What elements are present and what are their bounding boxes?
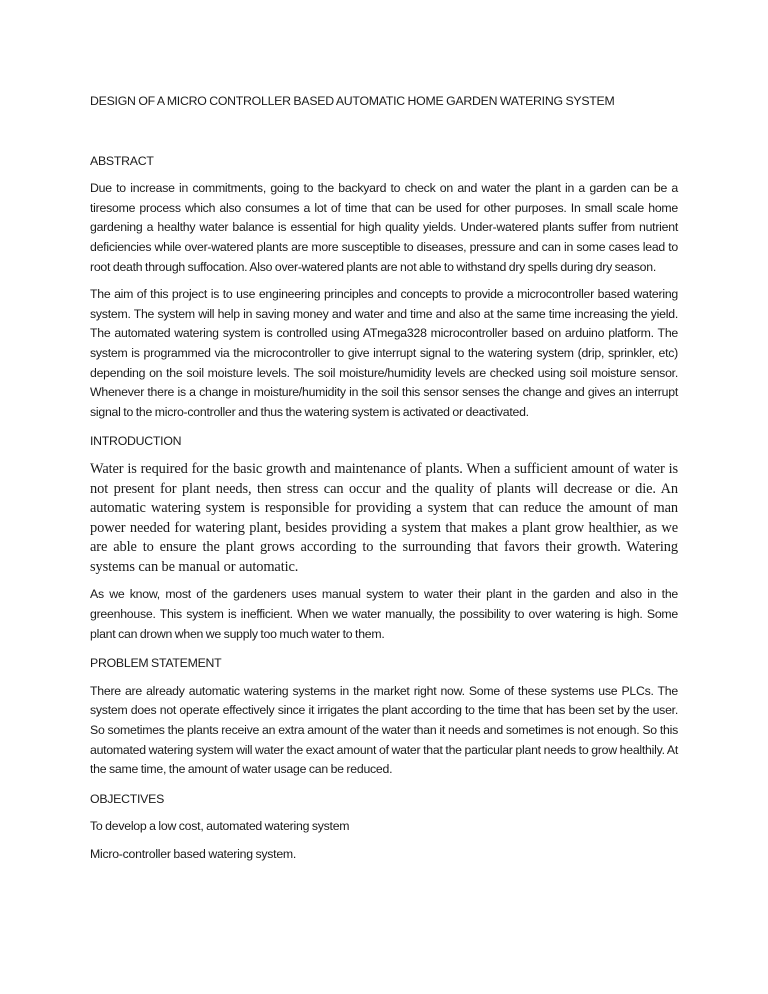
problem-statement-paragraph: There are already automatic watering systems in the market right now. Some of these systems use PLCs. The system does not operate effectively since it irrigates the plant according to the time that has been set by the user. So sometimes the plants receive an extra amount of the water than it needs and sometimes is not enough. So this automated watering system will water the exact amount of water that the particular plant needs to grow healthily. At the same time, the amount of water usage can be reduced. <box>90 683 678 777</box>
abstract-paragraph-1: Due to increase in commitments, going to the backyard to check on and water the plant in a garden can be a tiresome process which also consumes a lot of time that can be used for other purposes. In small scale home gardening a healthy water balance is essential for high quality yields. Under-watered plants suffer from nutrient deficiencies while over-watered plants are more susceptible to diseases, pressure and can in some cases lead to root death through suffocation. Also over-watered plants are not able to withstand dry spells during dry season. <box>90 181 678 274</box>
document-body <box>90 92 678 873</box>
problem-statement-heading: PROBLEM STATEMENT <box>90 656 222 671</box>
objectives-heading: OBJECTIVES <box>90 791 165 806</box>
abstract-paragraph-2: The aim of this project is to use engineering principles and concepts to provide a microcontroller based watering system. The system will help in saving money and water and time and also at the same time increasing the yield. The automated watering system is controlled using ATmega328 microcontroller based on arduino platform. The system is programmed via the microcontroller to give interrupt signal to the watering system (drip, sprinkler, etc) depending on the soil moisture levels. The soil moisture/humidity levels are checked using soil moisture sensor. Whenever there is a change in moisture/humidity in the soil this sensor senses the change and gives an interrupt signal to the micro-controller and thus the watering system is activated or deactivated. <box>90 287 678 419</box>
abstract-heading: ABSTRACT <box>90 153 154 168</box>
objective-item-1: To develop a low cost, automated watering system <box>90 819 350 834</box>
introduction-paragraph-1: Water is required for the basic growth and maintenance of plants. When a sufficient amount of water is not present for plant needs, then stress can occur and the quality of plants will decrease or die. An automatic watering system is responsible for providing a system that can reduce the amount of man power needed for watering plant, besides providing a system that makes a plant grow healthier, as we are able to ensure the plant grows according to the surrounding that favors their growth. Watering systems can be manual or automatic. <box>90 460 678 575</box>
objective-item-2: Micro-controller based watering system. <box>90 847 297 861</box>
introduction-heading: INTRODUCTION <box>90 434 182 449</box>
document-title: DESIGN OF A MICRO CONTROLLER BASED AUTOMATIC HOME GARDEN WATERING SYSTEM <box>90 94 615 108</box>
introduction-paragraph-2: As we know, most of the gardeners uses manual system to water their plant in the garden and also in the greenhouse. This system is inefficient. When we water manually, the possibility to over watering is high. Some plant can drown when we supply too much water to them. <box>90 587 678 641</box>
